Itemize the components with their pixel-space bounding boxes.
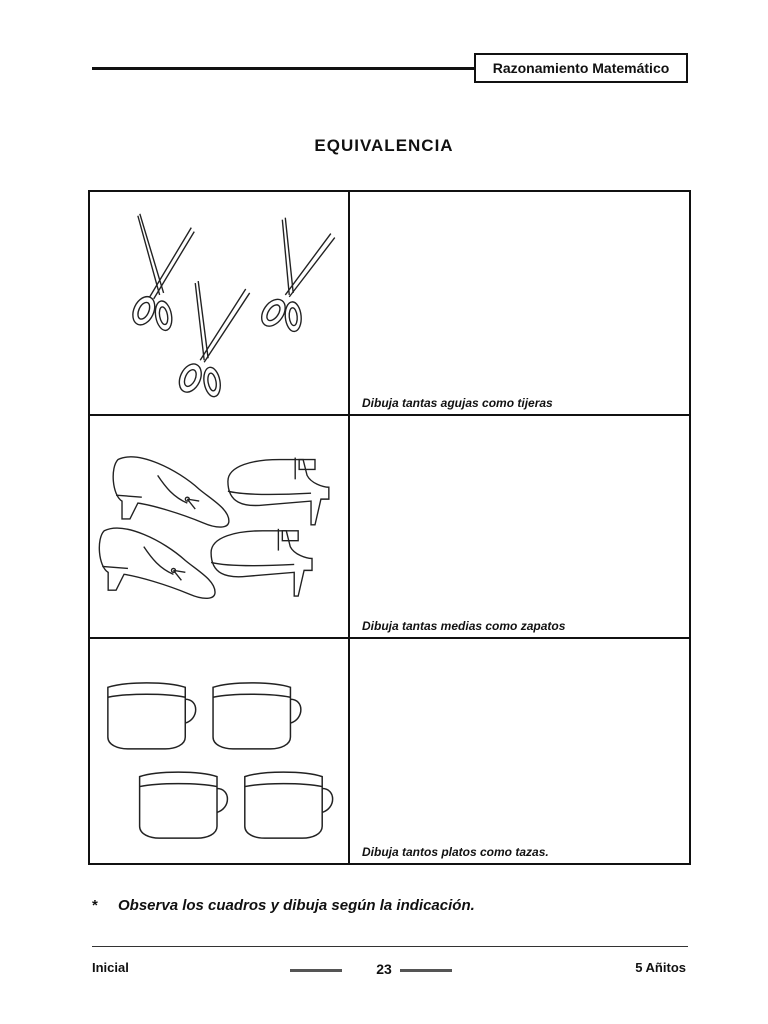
subject-label: Razonamiento Matemático [492,60,670,76]
shoe-icon [228,457,329,524]
cup-icon [108,683,196,749]
scissors-drawing-area[interactable] [350,192,689,416]
cups-drawing-area[interactable] [350,639,689,863]
shoes-drawing-area[interactable] [350,416,689,640]
cup-icon [140,772,228,838]
cups-instruction: Dibuja tantos platos como tazas. [362,845,549,859]
shoes-instruction: Dibuja tantas medias como zapatos [362,619,566,634]
footer-age: 5 Añitos [635,960,686,975]
footnote [92,897,475,914]
shoe-icon [113,457,229,527]
cups-picture-cell [90,639,350,863]
subject-label-box [474,53,688,83]
header-rule [92,67,474,70]
page-number-dash-right [400,969,452,972]
scissors-illustration [90,192,348,414]
page-number: 23 [376,961,392,977]
footer-level: Inicial [92,960,129,975]
footnote-text: Observa los cuadros y dibuja según la indicación. [118,897,475,914]
cup-icon [213,683,301,749]
footer-rule [92,946,688,947]
shoes-illustration [90,416,348,638]
shoe-icon [211,528,312,595]
exercise-table [88,190,691,865]
cups-illustration [90,639,348,863]
scissors-icon [129,214,195,332]
shoes-picture-cell [90,416,350,640]
scissors-icon [257,218,335,332]
footnote-marker: * [92,897,98,914]
cup-icon [245,772,333,838]
scissors-icon [175,281,250,398]
scissors-picture-cell [90,192,350,416]
scissors-instruction: Dibuja tantas agujas como tijeras [362,395,553,410]
page-title: EQUIVALENCIA [314,136,454,155]
shoe-icon [99,528,215,598]
